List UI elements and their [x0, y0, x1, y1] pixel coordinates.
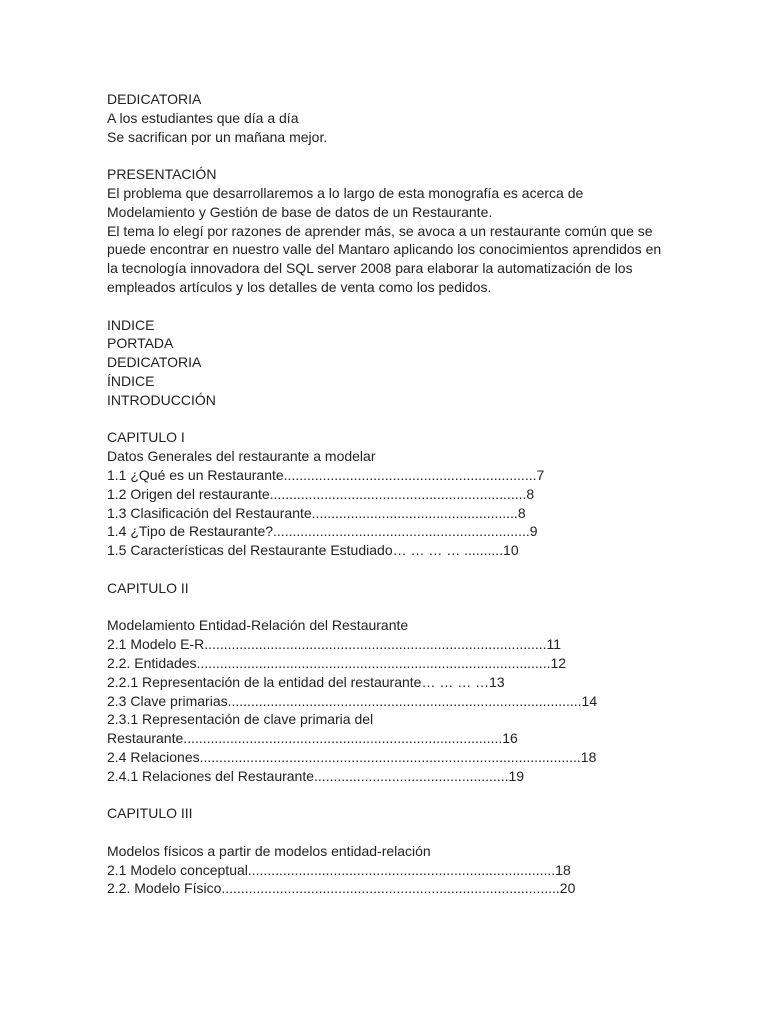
- capitulo-1-subtitle: Datos Generales del restaurante a modelar: [107, 448, 376, 465]
- indice-item: INTRODUCCIÓN: [107, 391, 216, 408]
- toc-entry: 2.2.1 Representación de la entidad del restaurante… … … …13: [107, 673, 505, 690]
- blank-line: [107, 560, 747, 579]
- capitulo-3-heading: CAPITULO III: [107, 805, 193, 822]
- blank-line: [107, 823, 747, 842]
- toc-entry: 2.1 Modelo E-R........................................................................................11: [107, 636, 562, 653]
- toc-entry: 1.1 ¿Qué es un Restaurante.................................................................7: [107, 466, 545, 483]
- indice-item: ÍNDICE: [107, 372, 155, 389]
- blank-line: [107, 146, 747, 165]
- toc-entry: 2.2. Entidades...........................................................................................12: [107, 654, 567, 671]
- capitulo-2-subtitle: Modelamiento Entidad-Relación del Restaurante: [107, 617, 409, 634]
- toc-entry: Restaurante..................................................................................16: [107, 730, 518, 747]
- toc-entry: 2.4 Relaciones..................................................................................................18: [107, 748, 597, 765]
- dedicatoria-heading: DEDICATORIA: [107, 91, 202, 107]
- presentacion-line: puede encontrar en nuestro valle del Mantaro aplicando los conocimientos aprendidos en: [107, 241, 662, 258]
- blank-line: [107, 297, 747, 316]
- toc-entry: 2.4.1 Relaciones del Restaurante..................................................19: [107, 767, 525, 784]
- document-page: [107, 90, 747, 898]
- toc-entry: 2.3.1 Representación de clave primaria del: [107, 711, 374, 728]
- capitulo-1-heading: CAPITULO I: [107, 429, 185, 446]
- indice-heading: INDICE: [107, 316, 155, 333]
- capitulo-2-heading: CAPITULO II: [107, 579, 189, 596]
- presentacion-line: Modelamiento y Gestión de base de datos de un Restaurante.: [107, 203, 493, 220]
- dedicatoria-line: Se sacrifican por un mañana mejor.: [107, 128, 328, 145]
- blank-line: [107, 410, 747, 429]
- blank-line: [107, 598, 747, 617]
- dedicatoria-line: A los estudiantes que día a día: [107, 109, 299, 126]
- presentacion-line: El problema que desarrollaremos a lo largo de esta monografía es acerca de: [107, 184, 584, 201]
- toc-entry: 1.3 Clasificación del Restaurante.....................................................8: [107, 504, 526, 521]
- presentacion-line: empleados artículos y los detalles de venta como los pedidos.: [107, 278, 492, 295]
- indice-item: DEDICATORIA: [107, 354, 202, 371]
- toc-entry: 1.4 ¿Tipo de Restaurante?..................................................................9: [107, 523, 538, 540]
- capitulo-3-subtitle: Modelos físicos a partir de modelos entidad-relación: [107, 842, 431, 859]
- toc-entry: 2.2. Modelo Físico.......................................................................................20: [107, 880, 576, 897]
- presentacion-line: El tema lo elegí por razones de aprender más, se avoca a un restaurante común que se: [107, 222, 653, 239]
- toc-entry: 1.5 Características del Restaurante Estudiado… … … … ..........10: [107, 542, 519, 559]
- presentacion-line: la tecnología innovadora del SQL server 2008 para elaborar la automatización de los: [107, 260, 633, 277]
- indice-item: PORTADA: [107, 335, 174, 352]
- toc-entry: 1.2 Origen del restaurante..................................................................8: [107, 485, 535, 502]
- blank-line: [107, 785, 747, 804]
- toc-entry: 2.1 Modelo conceptual...............................................................................18: [107, 861, 571, 878]
- toc-entry: 2.3 Clave primarias...........................................................................................14: [107, 692, 598, 709]
- presentacion-heading: PRESENTACIÓN: [107, 166, 217, 183]
